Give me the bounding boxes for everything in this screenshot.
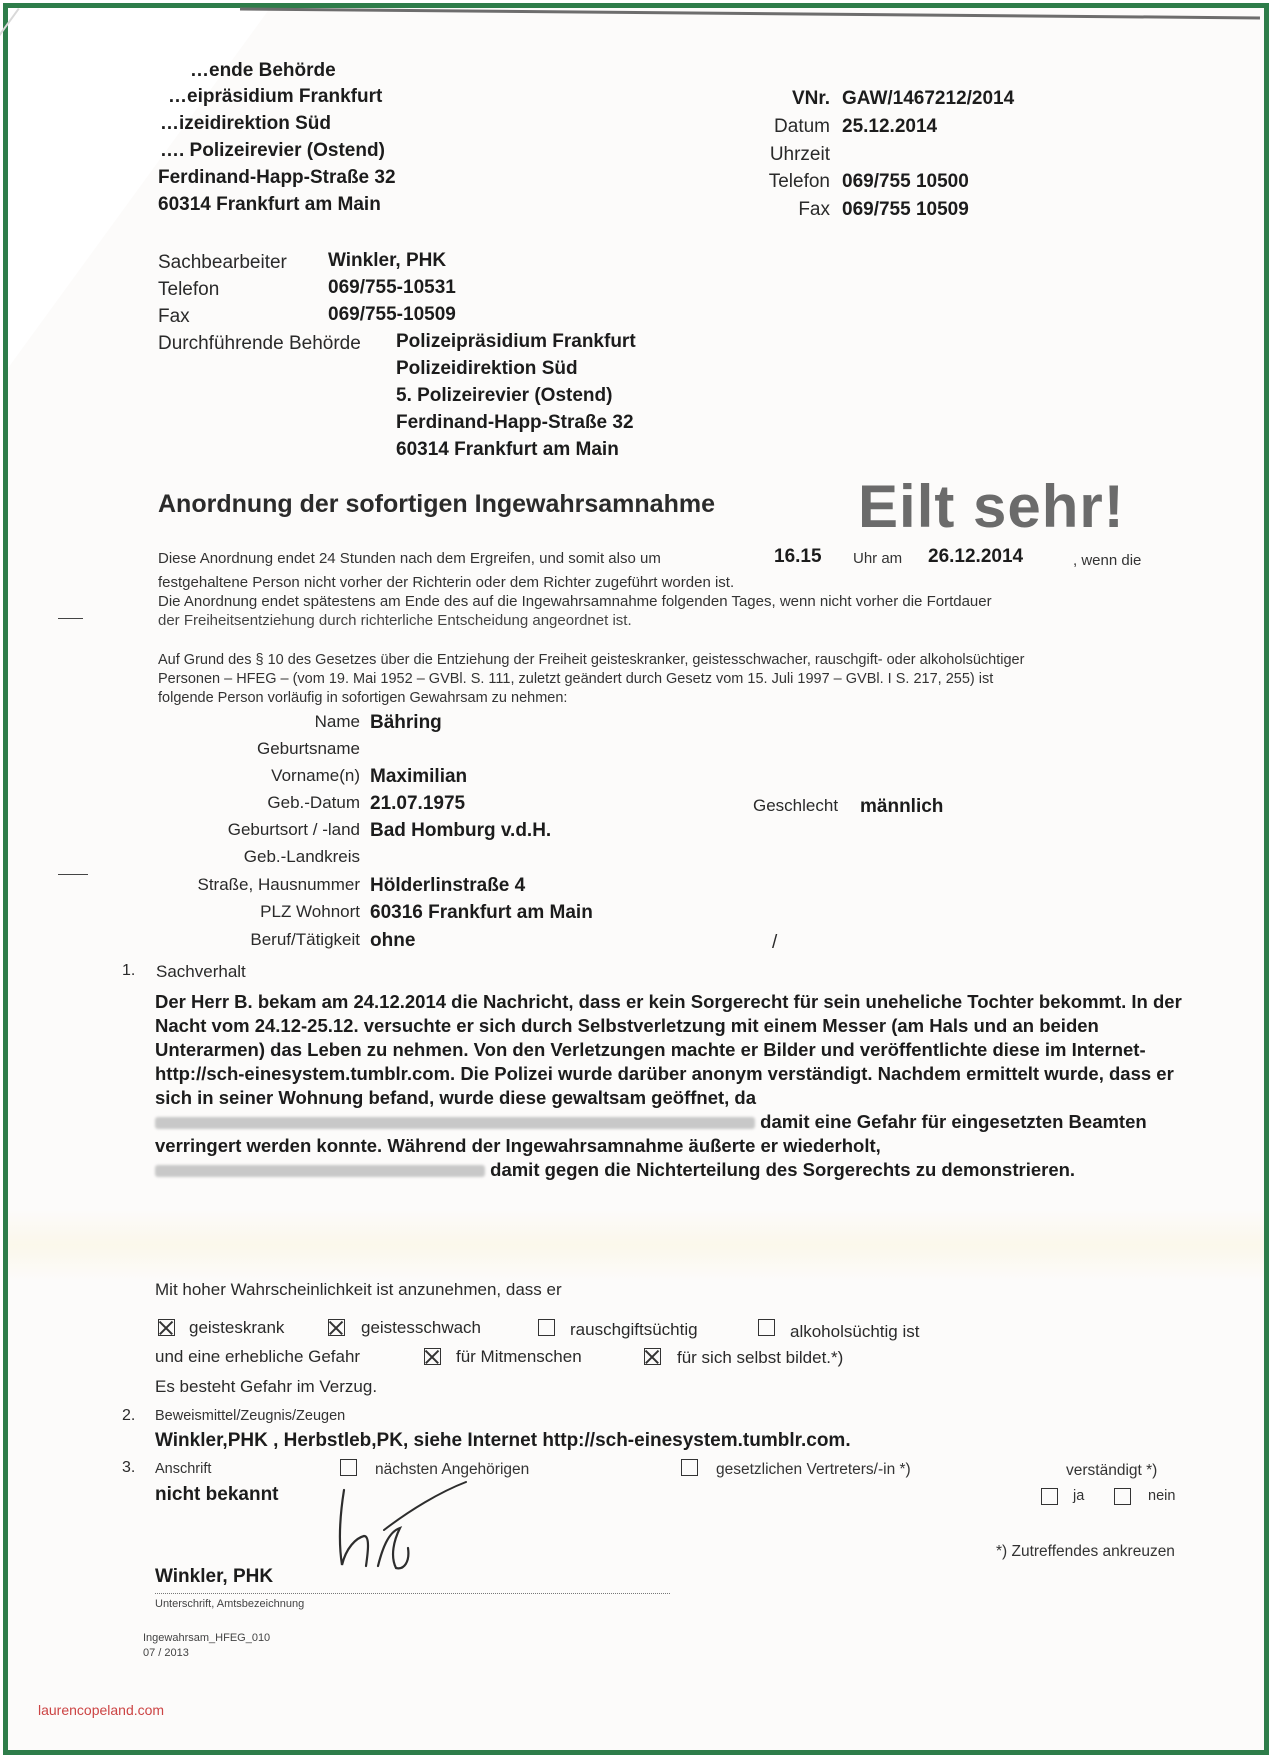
checkbox-nein[interactable] [1114, 1488, 1131, 1505]
behoerde-line: Polizeidirektion Süd [396, 358, 578, 379]
checkbox-geisteskrank[interactable] [158, 1319, 175, 1336]
geburtsort-value: Bad Homburg v.d.H. [370, 820, 552, 841]
landkreis-label: Geb.-Landkreis [243, 847, 360, 866]
checkbox-geistesschwach[interactable] [328, 1319, 345, 1336]
option-label: rauschgiftsüchtig [570, 1320, 698, 1339]
signature-name: Winkler, PHK [155, 1566, 274, 1587]
deadline-text-5: Die Anordnung endet spätestens am Ende des auf die Ingewahrsamnahme folgenden Tages, wenn nicht vorher die Fortdauer [158, 593, 992, 610]
name-label: Name [314, 712, 360, 731]
fax-label: Fax [798, 199, 830, 220]
telefon-value: 069/755 10500 [842, 171, 969, 192]
redaction-blur [155, 1117, 755, 1129]
plz-value: 60316 Frankfurt am Main [370, 902, 593, 923]
beweismittel-label: Beweismittel/Zeugnis/Zeugen [155, 1408, 346, 1424]
behoerde-line: Polizeipräsidium Frankfurt [396, 331, 636, 352]
option-label: für sich selbst bildet.*) [677, 1348, 844, 1367]
legal-text-1: Auf Grund des § 10 des Gesetzes über die Entziehung der Freiheit geisteskranker, geistesschwacher, rauschgift- oder alkoholsüchtiger [158, 652, 1025, 668]
sachverhalt-label: Sachverhalt [156, 962, 246, 981]
checkbox-mitmenschen[interactable] [424, 1348, 441, 1365]
behoerde-label: Durchführende Behörde [158, 333, 361, 354]
deadline-text-6: der Freiheitsentziehung durch richterliche Entscheidung angeordnet ist. [158, 612, 632, 629]
deadline-date: 26.12.2014 [928, 546, 1024, 567]
deadline-text-3: , wenn die [1073, 552, 1142, 569]
deadline-text-1: Diese Anordnung endet 24 Stunden nach dem Ergreifen, und somit also um [158, 550, 661, 567]
geschlecht-label: Geschlecht [753, 796, 839, 815]
nein-label: nein [1148, 1488, 1176, 1504]
authority-line: …ende Behörde [190, 60, 336, 81]
beruf-label: Beruf/Tätigkeit [250, 930, 360, 949]
behoerde-line: 5. Polizeirevier (Ostend) [396, 385, 613, 406]
sachbearbeiter-label: Sachbearbeiter [158, 252, 287, 273]
signature-caption: Unterschrift, Amtsbezeichnung [155, 1598, 305, 1610]
name-value: Bähring [370, 712, 442, 733]
beweismittel-value: Winkler,PHK , Herbstleb,PK, siehe Internet http://sch-einesystem.tumblr.com. [155, 1430, 851, 1451]
datum-label: Datum [774, 116, 830, 137]
verstaendigt-label: verständigt *) [1066, 1462, 1158, 1479]
punch-mark [58, 874, 88, 875]
handwritten-signature [330, 1470, 490, 1580]
paper-stain [8, 1210, 1264, 1280]
sachverhalt-number: 1. [122, 962, 136, 979]
telefon-label: Telefon [768, 171, 830, 192]
option-label: geistesschwach [361, 1318, 482, 1337]
sachverhalt-text-c: damit gegen die Nichterteilung des Sorgerechts zu demonstrieren. [490, 1159, 1076, 1180]
gefahr-label: und eine erhebliche Gefahr [155, 1347, 361, 1366]
authority-line: 60314 Frankfurt am Main [158, 194, 381, 215]
verzug-text: Es besteht Gefahr im Verzug. [155, 1377, 378, 1396]
checkbox-alkoholsuechtig[interactable] [758, 1319, 775, 1336]
contact-fax-label: Fax [158, 306, 190, 327]
contact-fax-value: 069/755-10509 [328, 304, 456, 325]
beweismittel-number: 2. [122, 1407, 136, 1424]
sachverhalt-text-a: Der Herr B. bekam am 24.12.2014 die Nachricht, dass er kein Sorgerecht für sein uneheliche Tochter bekommt. In der Nacht vom 24.12-25.12. versuchte er sich durch Selbstverletzung mit einem Messer (am Hals und an beiden Unterarmen) das Leben zu nehmen. Von den Verletzungen machte er Bilder und veröffentlichte diese im Internet- http://sch-einesystem.tumblr.com. Die Polizei wurde darüber anonym verständigt. Nachdem ermittelt wurde, dass er sich in seiner Wohnung befand, wurde diese gewaltsam geöffnet, da [155, 991, 1182, 1108]
contact-telefon-label: Telefon [158, 279, 220, 300]
authority-line: Ferdinand-Happ-Straße 32 [158, 167, 396, 188]
redaction-blur [155, 1165, 485, 1177]
geburtsort-label: Geburtsort / -land [227, 820, 360, 839]
authority-line: …izeidirektion Süd [160, 113, 332, 134]
form-version: 07 / 2013 [143, 1647, 189, 1659]
geburtsname-label: Geburtsname [257, 739, 360, 758]
legal-text-3: folgende Person vorläufig in sofortigen Gewahrsam zu nehmen: [158, 690, 568, 706]
vorname-label: Vorname(n) [271, 766, 360, 785]
sachverhalt-text [155, 990, 1185, 1182]
urgent-stamp: Eilt sehr! [858, 473, 1125, 540]
vnr-label: VNr. [791, 88, 830, 109]
strasse-value: Hölderlinstraße 4 [370, 875, 526, 896]
beruf-slash: / [772, 932, 778, 953]
option-label: geisteskrank [189, 1318, 285, 1337]
checkbox-vertreter[interactable] [681, 1459, 698, 1476]
watermark-text: laurencopeland.com [38, 1702, 165, 1718]
vertreter-label: gesetzlichen Vertreters/-in *) [716, 1461, 911, 1478]
uhrzeit-label: Uhrzeit [769, 144, 830, 165]
geschlecht-value: männlich [860, 796, 944, 817]
deadline-time: 16.15 [774, 546, 822, 567]
option-label: alkoholsüchtig ist [790, 1322, 920, 1341]
vnr-value: GAW/1467212/2014 [842, 88, 1015, 109]
fax-value: 069/755 10509 [842, 199, 969, 220]
checkbox-selbst[interactable] [644, 1348, 661, 1365]
datum-value: 25.12.2014 [842, 116, 938, 137]
sachbearbeiter-value: Winkler, PHK [328, 250, 447, 271]
zutreffendes-note: *) Zutreffendes ankreuzen [996, 1543, 1175, 1560]
authority-line: …eipräsidium Frankfurt [168, 86, 383, 107]
authority-line: …. Polizeirevier (Ostend) [160, 140, 385, 161]
option-label: für Mitmenschen [456, 1347, 582, 1366]
signature-line [155, 1593, 670, 1594]
contact-telefon-value: 069/755-10531 [328, 277, 456, 298]
vorname-value: Maximilian [370, 766, 468, 787]
angehoerige-label: nächsten Angehörigen [375, 1461, 530, 1478]
plz-label: PLZ Wohnort [260, 902, 360, 921]
ja-label: ja [1073, 1488, 1085, 1504]
checkbox-rauschgiftsuechtig[interactable] [538, 1319, 555, 1336]
sachverhalt-text-b: damit eine Gefahr für eingesetzten Beamten verringert werden konnte. Während der Ingewahrsamnahme äußerte er wiederholt, [155, 1111, 1147, 1156]
assessment-intro: Mit hoher Wahrscheinlichkeit ist anzunehmen, dass er [155, 1280, 562, 1299]
strasse-label: Straße, Hausnummer [197, 875, 360, 894]
form-id: Ingewahrsam_HFEG_010 [143, 1632, 271, 1644]
deadline-text-4: festgehaltene Person nicht vorher der Richterin oder dem Richter zugeführt worden ist. [158, 574, 735, 591]
geb-datum-value: 21.07.1975 [370, 793, 466, 814]
behoerde-line: 60314 Frankfurt am Main [396, 439, 619, 460]
anschrift-value: nicht bekannt [155, 1484, 279, 1505]
legal-text-2: Personen – HFEG – (vom 19. Mai 1952 – GVBl. S. 111, zuletzt geändert durch Gesetz vom 15. Juli 1997 – GVBl. I S. 217, 255) ist [158, 671, 994, 687]
behoerde-line: Ferdinand-Happ-Straße 32 [396, 412, 634, 433]
anschrift-label: Anschrift [155, 1461, 212, 1477]
geb-datum-label: Geb.-Datum [267, 793, 360, 812]
punch-mark [58, 618, 83, 619]
document-title: Anordnung der sofortigen Ingewahrsamnahme [158, 490, 715, 518]
beruf-value: ohne [370, 930, 416, 951]
deadline-text-2: Uhr am [853, 550, 903, 567]
checkbox-ja[interactable] [1041, 1488, 1058, 1505]
anschrift-number: 3. [122, 1459, 136, 1476]
